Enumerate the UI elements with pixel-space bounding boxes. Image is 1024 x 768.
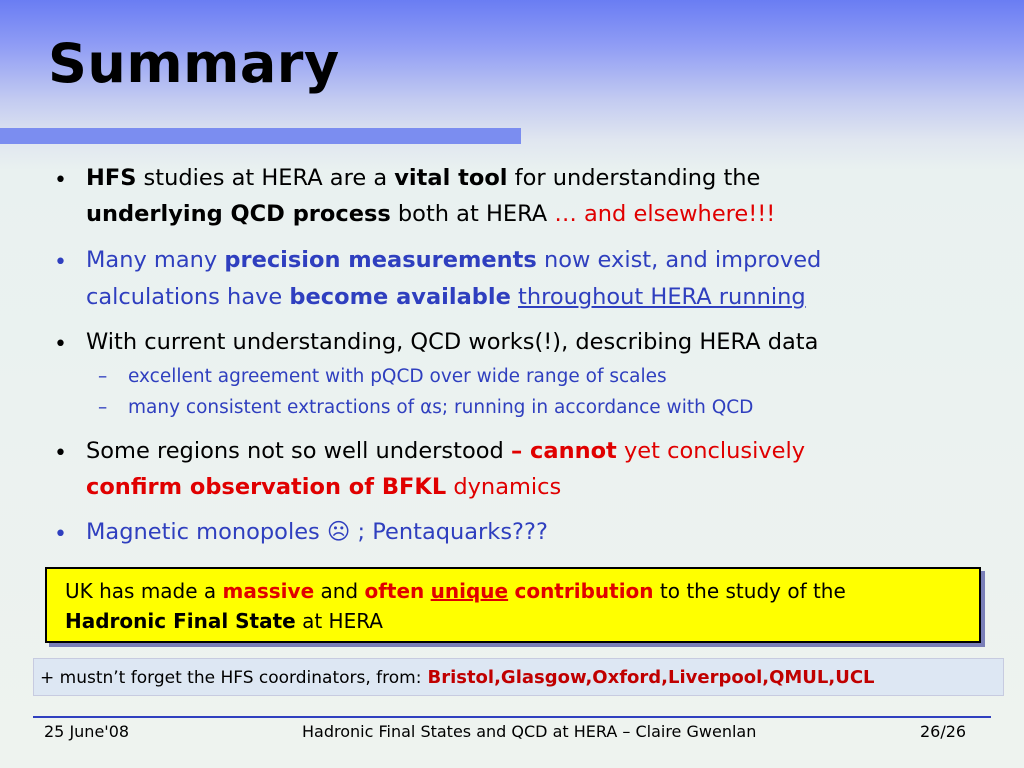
bullet-2-text-b: now exist, and improved: [536, 247, 822, 273]
bullet-marker: •: [54, 522, 67, 547]
coordinators-cities: Bristol,Glasgow,Oxford,Liverpool,QMUL,UCL: [427, 667, 875, 688]
box-line-2: [65, 609, 383, 633]
bullet-marker: •: [54, 441, 67, 466]
bullet-1-underlying: underlying QCD process: [86, 201, 391, 227]
coordinators-text: + mustn’t forget the HFS coordinators, from:: [40, 668, 422, 688]
bullet-marker: •: [54, 250, 67, 275]
coordinators-strip: [33, 658, 1004, 696]
bullet-4-dynamics: dynamics: [446, 474, 562, 500]
bullet-3-sub-2: many consistent extractions of αs; running in accordance with QCD: [128, 397, 754, 418]
bullet-1-elsewhere: … and elsewhere!!!: [554, 201, 776, 227]
coordinators-line: [40, 667, 875, 688]
bullet-1-hfs: HFS: [86, 165, 137, 191]
box-text-d: at HERA: [295, 609, 383, 633]
slide-title: Summary: [48, 32, 340, 95]
bullet-2-line-2: [86, 284, 806, 310]
bullet-3-line-1: With current understanding, QCD works(!), describing HERA data: [86, 329, 819, 355]
footer-date: 25 June'08: [44, 722, 130, 741]
footer-divider: [33, 716, 991, 718]
footer-page-number: 26/26: [920, 722, 967, 741]
bullet-2-become: become available: [289, 284, 511, 310]
box-often: often: [364, 579, 425, 603]
box-text-c: to the study of the: [653, 579, 846, 603]
highlight-box: [45, 567, 981, 643]
bullet-marker: •: [54, 332, 67, 357]
bullet-2-text-c: calculations have: [86, 284, 290, 310]
box-contribution: contribution: [514, 579, 654, 603]
bullet-2-space: [511, 284, 518, 310]
bullet-marker: •: [54, 168, 67, 193]
box-text-b: and: [314, 579, 365, 603]
sub-bullet-marker: –: [98, 366, 108, 387]
box-unique: unique: [430, 579, 509, 603]
box-text-a: UK has made a: [65, 579, 223, 603]
sub-bullet-marker: –: [98, 397, 108, 418]
bullet-1-vital-tool: vital tool: [394, 165, 508, 191]
bullet-4-line-2: [86, 474, 561, 500]
title-underline-bar: [0, 128, 521, 144]
bullet-4-dash: –: [510, 438, 531, 464]
bullet-3-sub-1: excellent agreement with pQCD over wide range of scales: [128, 366, 667, 387]
box-line-1: [65, 579, 846, 603]
bullet-1-line-2: [86, 201, 775, 227]
bullet-2-text-a: Many many: [86, 247, 225, 273]
bullet-2-throughout: throughout HERA running: [518, 284, 806, 310]
bullet-4-text-a: Some regions not so well understood: [86, 438, 511, 464]
box-hfs: Hadronic Final State: [65, 609, 296, 633]
bullet-4-text-b: yet conclusively: [616, 438, 806, 464]
footer-title: Hadronic Final States and QCD at HERA – Claire Gwenlan: [302, 722, 757, 741]
bullet-4-cannot: cannot: [530, 438, 617, 464]
box-massive: massive: [222, 579, 315, 603]
bullet-5-line-1: Magnetic monopoles ☹ ; Pentaquarks???: [86, 519, 548, 545]
bullet-1-text-b: for understanding the: [507, 165, 761, 191]
bullet-4-bfkl: confirm observation of BFKL: [86, 474, 447, 500]
bullet-1-text-a: studies at HERA are a: [136, 165, 395, 191]
bullet-1-text-c: both at HERA: [390, 201, 555, 227]
bullet-2-line-1: [86, 247, 821, 273]
bullet-1-line-1: [86, 165, 760, 191]
bullet-4-line-1: [86, 438, 805, 464]
bullet-2-precision: precision measurements: [224, 247, 537, 273]
